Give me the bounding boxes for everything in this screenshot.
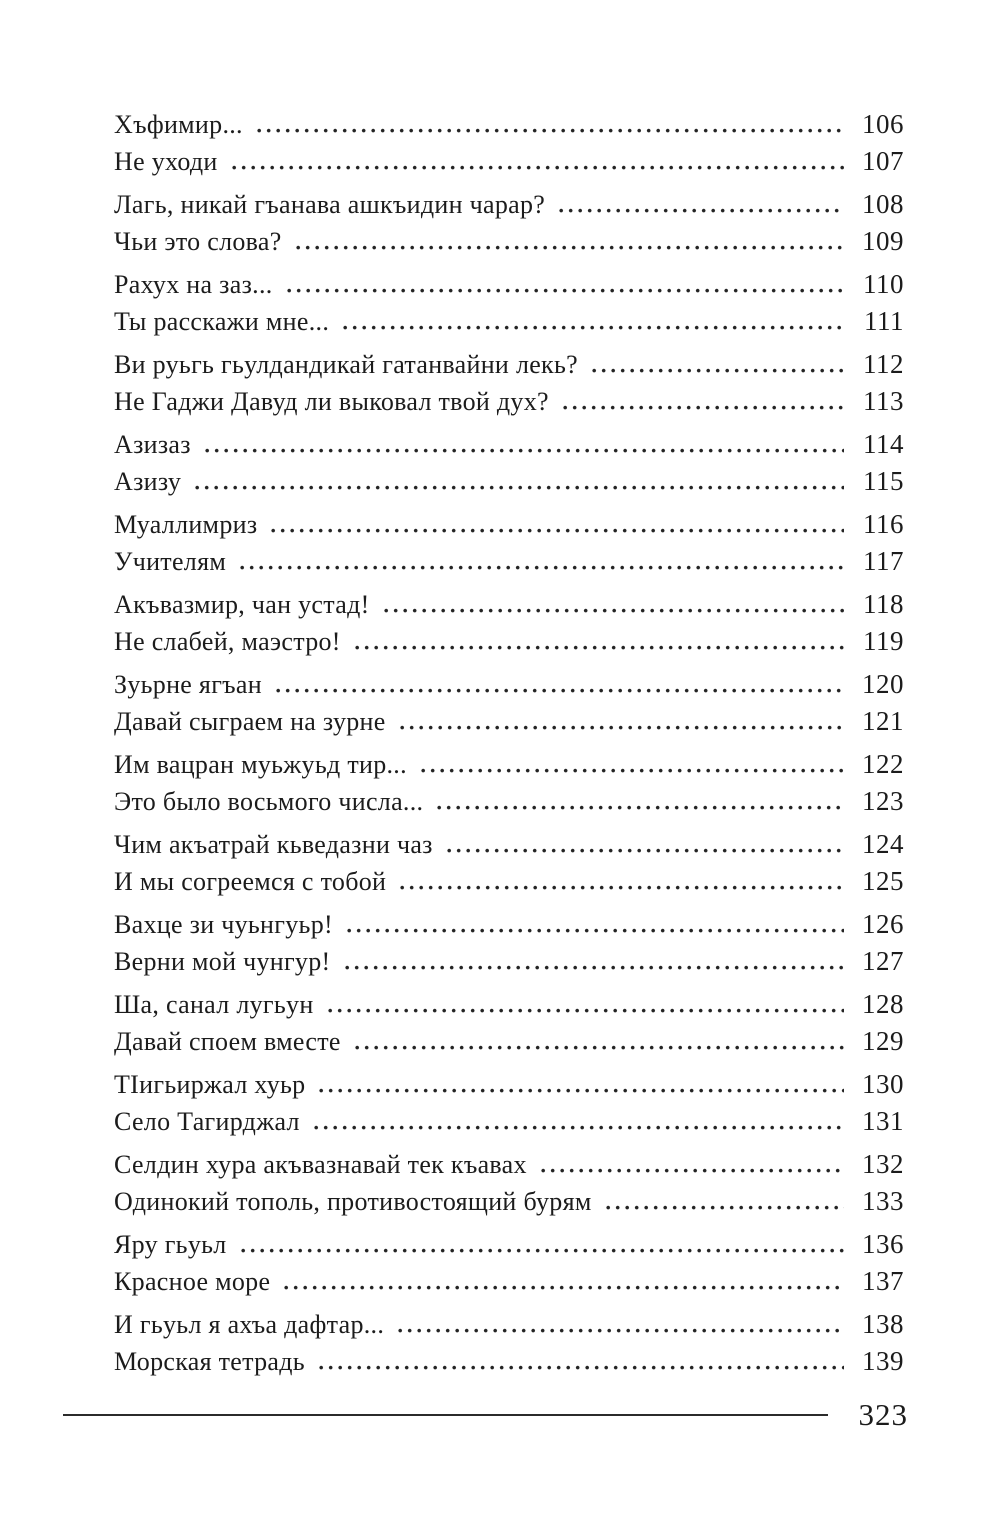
toc-entry-page-number: 114 bbox=[863, 429, 904, 459]
toc-entry bbox=[114, 1343, 904, 1380]
toc-entry-page-number: 138 bbox=[862, 1309, 904, 1339]
toc-entry bbox=[114, 666, 904, 703]
toc-entry-pair bbox=[114, 1146, 904, 1220]
toc-entry-page-number: 123 bbox=[862, 786, 904, 816]
dot-leader bbox=[240, 565, 844, 570]
toc-entry bbox=[114, 143, 904, 180]
toc-entry-page-number: 132 bbox=[862, 1149, 904, 1179]
toc-entry bbox=[114, 986, 904, 1023]
toc-entry-page-number: 127 bbox=[862, 946, 904, 976]
dot-leader bbox=[257, 128, 844, 133]
toc-entry-title: Не уходи bbox=[114, 147, 218, 176]
toc-entry-title: Не слабей, маэстро! bbox=[114, 627, 341, 656]
toc-entry-pair bbox=[114, 106, 904, 180]
toc-entry-title: Ша, санал лугьун bbox=[114, 990, 314, 1019]
toc-entry-pair bbox=[114, 426, 904, 500]
toc-entry bbox=[114, 623, 904, 660]
toc-entry bbox=[114, 1146, 904, 1183]
toc-entry-page-number: 119 bbox=[863, 626, 904, 656]
dot-leader bbox=[400, 885, 844, 890]
toc-entry-title: И мы согреемся с тобой bbox=[114, 867, 387, 896]
toc-entry-title: Чьи это слова? bbox=[114, 227, 282, 256]
toc-entry bbox=[114, 1226, 904, 1263]
toc-entry bbox=[114, 586, 904, 623]
toc-entry bbox=[114, 826, 904, 863]
toc-entry bbox=[114, 783, 904, 820]
toc-entry bbox=[114, 1263, 904, 1300]
toc-entry bbox=[114, 383, 904, 420]
toc-entry-pair bbox=[114, 266, 904, 340]
dot-leader bbox=[232, 165, 844, 170]
dot-leader bbox=[205, 448, 844, 453]
toc-entry-title: Ты расскажи мне... bbox=[114, 307, 330, 336]
toc-entry-page-number: 126 bbox=[862, 909, 904, 939]
dot-leader bbox=[241, 1248, 844, 1253]
toc-entry-title: Не Гаджи Давуд ли выковал твой дух? bbox=[114, 387, 549, 416]
dot-leader bbox=[421, 768, 844, 773]
toc-entry bbox=[114, 426, 904, 463]
dot-leader bbox=[276, 688, 844, 693]
dot-leader bbox=[606, 1205, 844, 1210]
toc-entry-title: Хъфимир... bbox=[114, 110, 243, 139]
dot-leader bbox=[400, 725, 844, 730]
toc-entry-page-number: 120 bbox=[862, 669, 904, 699]
dot-leader bbox=[559, 208, 844, 213]
dot-leader bbox=[195, 485, 844, 490]
toc-entry-title: Вахце зи чуьнгуьр! bbox=[114, 910, 333, 939]
toc-entry-title: Одинокий тополь, противостоящий бурям bbox=[114, 1187, 592, 1216]
footer-rule bbox=[63, 1414, 828, 1416]
dot-leader bbox=[398, 1328, 844, 1333]
dot-leader bbox=[284, 1285, 844, 1290]
toc-entry-page-number: 125 bbox=[862, 866, 904, 896]
toc-entry-pair bbox=[114, 986, 904, 1060]
toc-entry-pair bbox=[114, 666, 904, 740]
toc-entry bbox=[114, 1183, 904, 1220]
toc-entry-page-number: 137 bbox=[862, 1266, 904, 1296]
toc-entry bbox=[114, 223, 904, 260]
toc-entry-title: Верни мой чунгур! bbox=[114, 947, 331, 976]
dot-leader bbox=[541, 1168, 844, 1173]
toc-entry-page-number: 124 bbox=[862, 829, 904, 859]
toc-entry-pair bbox=[114, 346, 904, 420]
dot-leader bbox=[343, 325, 844, 330]
toc-entry-page-number: 131 bbox=[862, 1106, 904, 1136]
toc-entry-page-number: 117 bbox=[863, 546, 904, 576]
toc-entry-page-number: 118 bbox=[863, 589, 904, 619]
dot-leader bbox=[287, 288, 844, 293]
toc-entry bbox=[114, 1066, 904, 1103]
toc-entry bbox=[114, 1023, 904, 1060]
toc-entry-pair bbox=[114, 906, 904, 980]
dot-leader bbox=[355, 645, 844, 650]
dot-leader bbox=[314, 1125, 844, 1130]
dot-leader bbox=[347, 928, 844, 933]
dot-leader bbox=[328, 1008, 844, 1013]
toc-entry-page-number: 109 bbox=[862, 226, 904, 256]
toc-entry-page-number: 136 bbox=[862, 1229, 904, 1259]
toc-entry bbox=[114, 943, 904, 980]
dot-leader bbox=[296, 245, 844, 250]
dot-leader bbox=[345, 965, 845, 970]
toc-entry-page-number: 116 bbox=[863, 509, 904, 539]
page-footer bbox=[63, 1396, 908, 1434]
toc-entry bbox=[114, 906, 904, 943]
toc-entry-title: Им вацран муьжуьд тир... bbox=[114, 750, 407, 779]
footer-page-number: 323 bbox=[858, 1397, 908, 1432]
toc-entry bbox=[114, 1306, 904, 1343]
toc-entry-title: Красное море bbox=[114, 1267, 271, 1296]
dot-leader bbox=[563, 405, 844, 410]
toc-entry-page-number: 112 bbox=[863, 349, 904, 379]
toc-entry bbox=[114, 863, 904, 900]
toc-entry-page-number: 129 bbox=[862, 1026, 904, 1056]
toc-entry-title: Чим акъатрай кьведазни чаз bbox=[114, 830, 433, 859]
toc-entry-page-number: 121 bbox=[862, 706, 904, 736]
toc-entry-pair bbox=[114, 1226, 904, 1300]
toc-entry-pair bbox=[114, 746, 904, 820]
dot-leader bbox=[319, 1365, 844, 1370]
dot-leader bbox=[384, 608, 844, 613]
toc-entry bbox=[114, 266, 904, 303]
toc-entry-title: Яру гьуьл bbox=[114, 1230, 227, 1259]
toc-entry-title: Муаллимриз bbox=[114, 510, 258, 539]
toc-entry bbox=[114, 346, 904, 383]
toc-entry bbox=[114, 543, 904, 580]
toc-entry bbox=[114, 303, 904, 340]
toc-entry-title: Давай сыграем на зурне bbox=[114, 707, 386, 736]
dot-leader bbox=[319, 1088, 844, 1093]
toc-entry-title: Это было восьмого числа... bbox=[114, 787, 424, 816]
toc-entry-page-number: 128 bbox=[862, 989, 904, 1019]
toc-entry-title: Селдин хура акъвазнавай тек къавах bbox=[114, 1150, 527, 1179]
dot-leader bbox=[437, 805, 844, 810]
toc-entry-pair bbox=[114, 1306, 904, 1380]
toc-entry-pair bbox=[114, 586, 904, 660]
toc-entry-page-number: 108 bbox=[862, 189, 904, 219]
toc-entry-pair bbox=[114, 826, 904, 900]
toc-entry-title: Морская тетрадь bbox=[114, 1347, 305, 1376]
toc-entry bbox=[114, 506, 904, 543]
toc-entry-title: Ви руьгь гьулдандикай гатанвайни лекь? bbox=[114, 350, 578, 379]
toc-entry-page-number: 111 bbox=[864, 306, 904, 336]
toc-entry-page-number: 133 bbox=[862, 1186, 904, 1216]
toc-entry-title: Азизу bbox=[114, 467, 182, 496]
toc-entry bbox=[114, 746, 904, 783]
toc-entry-page-number: 139 bbox=[862, 1346, 904, 1376]
toc-entry-title: Лагь, никай гъанава ашкъидин чарар? bbox=[114, 190, 546, 219]
toc-entry-page-number: 115 bbox=[863, 466, 904, 496]
toc-entry-page-number: 107 bbox=[862, 146, 904, 176]
toc-entry-page-number: 122 bbox=[862, 749, 904, 779]
toc-entry-title: Давай споем вместе bbox=[114, 1027, 341, 1056]
toc-entry bbox=[114, 463, 904, 500]
toc-entry-title: Село Тагирджал bbox=[114, 1107, 300, 1136]
dot-leader bbox=[355, 1045, 844, 1050]
toc-entry-pair bbox=[114, 1066, 904, 1140]
dot-leader bbox=[271, 528, 844, 533]
toc-entry-title: И гьуьл я ахъа дафтар... bbox=[114, 1310, 385, 1339]
toc-entry bbox=[114, 106, 904, 143]
toc-entry bbox=[114, 703, 904, 740]
table-of-contents bbox=[114, 106, 904, 1386]
dot-leader bbox=[592, 368, 844, 373]
toc-entry-title: Акъвазмир, чан устад! bbox=[114, 590, 370, 619]
toc-entry-title: Азизаз bbox=[114, 430, 191, 459]
toc-entry-title: Учителям bbox=[114, 547, 227, 576]
toc-entry-page-number: 130 bbox=[862, 1069, 904, 1099]
toc-entry bbox=[114, 186, 904, 223]
toc-entry-page-number: 110 bbox=[863, 269, 904, 299]
toc-entry-title: Рахух на заз... bbox=[114, 270, 273, 299]
toc-entry-title: Зуьрне ягъан bbox=[114, 670, 262, 699]
toc-entry bbox=[114, 1103, 904, 1140]
toc-entry-pair bbox=[114, 506, 904, 580]
dot-leader bbox=[447, 848, 844, 853]
toc-entry-pair bbox=[114, 186, 904, 260]
toc-entry-page-number: 106 bbox=[862, 109, 904, 139]
toc-entry-page-number: 113 bbox=[863, 386, 904, 416]
toc-entry-title: ТIигьиржал хуьр bbox=[114, 1070, 306, 1099]
